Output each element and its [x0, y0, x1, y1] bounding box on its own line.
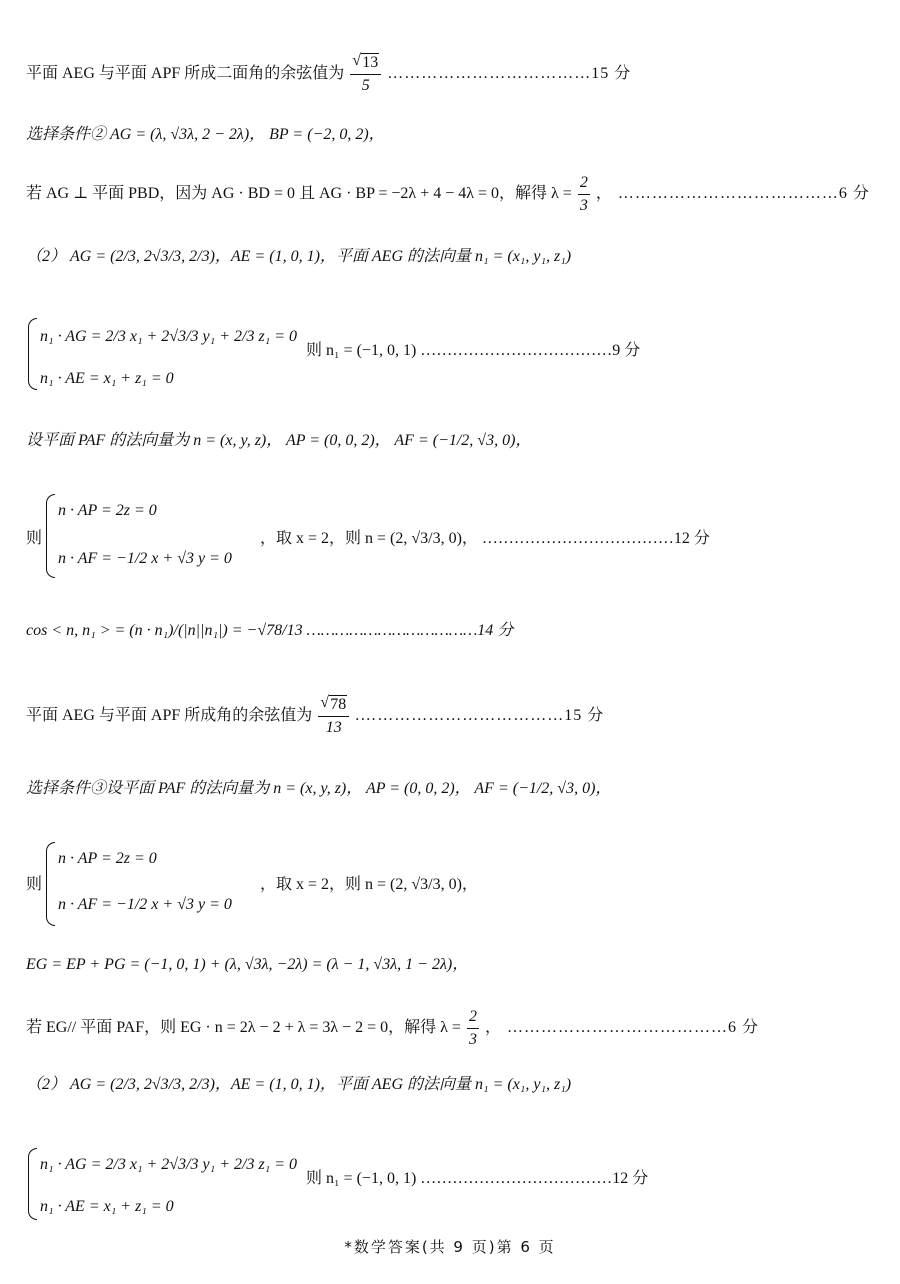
- system4-eq2: n₁ · AE = x₁ + z₁ = 0: [40, 1198, 174, 1215]
- system1-result: 则 n₁ = (−1, 0, 1) ………………………………9 分: [306, 342, 641, 359]
- l3-text: 若 AG ⊥ 平面 PBD，因为 AG · BD = 0 且 AG · BP = −2λ + 4 − 4λ = 0，解得 λ =: [26, 185, 572, 203]
- l3-fraction: [578, 172, 590, 217]
- line-perpendicular: [26, 172, 870, 217]
- l1-fraction: [350, 52, 381, 97]
- system4-result: 则 n₁ = (−1, 0, 1) ………………………………12 分: [306, 1170, 649, 1187]
- system2-eq2: n · AF = −1/2 x + √3 y = 0: [58, 550, 232, 567]
- l13-frac-den: 3: [468, 1031, 477, 1048]
- l1-den: 5: [361, 77, 370, 94]
- system2-result: ，取 x = 2，则 n = (2, √3/3, 0)， ………………………………12 分: [260, 530, 710, 547]
- l9-num: 78: [330, 696, 347, 713]
- system3-eq1: n · AP = 2z = 0: [58, 850, 157, 867]
- l9-text: 平面 AEG 与平面 APF 所成角的余弦值为: [26, 707, 313, 725]
- l13-fraction: [467, 1006, 479, 1051]
- l9-den: 13: [325, 719, 342, 736]
- line-part2-vectors-b: （2） AG = (2/3, 2√3/3, 2/3)，AE = (1, 0, 1)，平面 AEG 的法向量 n₁ = (x₁, y₁, z₁): [26, 1076, 572, 1093]
- l3-frac-den: 3: [579, 197, 588, 214]
- system4-eq1: n₁ · AG = 2/3 x₁ + 2√3/3 y₁ + 2/3 z₁ = 0: [40, 1156, 298, 1173]
- system1-eq1: n₁ · AG = 2/3 x₁ + 2√3/3 y₁ + 2/3 z₁ = 0: [40, 328, 298, 345]
- line-eg-vector: EG = EP + PG = (−1, 0, 1) + (λ, √3λ, −2λ) = (λ − 1, √3λ, 1 − 2λ)，: [26, 956, 469, 973]
- page-footer: *数学答案(共 9 页)第 6 页: [344, 1238, 556, 1256]
- l13-score: ， …………………………………6 分: [484, 1019, 759, 1037]
- line-part2-vectors: （2） AG = (2/3, 2√3/3, 2/3)，AE = (1, 0, 1)，平面 AEG 的法向量 n₁ = (x₁, y₁, z₁): [26, 248, 572, 265]
- l1-text: 平面 AEG 与平面 APF 所成二面角的余弦值为: [26, 65, 345, 83]
- line-parallel: [26, 1006, 759, 1051]
- l9-fraction: [318, 694, 349, 739]
- l13-text: 若 EG// 平面 PAF，则 EG · n = 2λ − 2 + λ = 3λ − 2 = 0，解得 λ =: [26, 1019, 461, 1037]
- system4-brace: [28, 1148, 37, 1220]
- system3-eq2: n · AF = −1/2 x + √3 y = 0: [58, 896, 232, 913]
- l1-score: ………………………………15 分: [387, 65, 632, 83]
- line-condition-3: 选择条件③设平面 PAF 的法向量为 n = (x, y, z)， AP = (0, 0, 2)， AF = (−1/2, √3, 0)，: [26, 780, 612, 797]
- system1-eq2: n₁ · AE = x₁ + z₁ = 0: [40, 370, 174, 387]
- line-cosine-dihedral: [26, 52, 631, 97]
- system3-brace: [46, 842, 55, 926]
- line-condition-2: 选择条件② AG = (λ, √3λ, 2 − 2λ)， BP = (−2, 0, 2)，: [26, 126, 385, 143]
- l3-frac-num: 2: [578, 172, 590, 195]
- l3-score: ， …………………………………6 分: [595, 185, 870, 203]
- system1-brace: [28, 318, 37, 390]
- l9-score: .………………………………15 分: [355, 707, 605, 725]
- l13-frac-num: 2: [467, 1006, 479, 1029]
- line-cosine-angle: cos < n, n₁ > = (n · n₁)/(|n||n₁|) = −√78/13 ………………………………14 分: [26, 622, 514, 639]
- system2-prefix: 则: [26, 530, 43, 547]
- line-plane-paf-normal: 设平面 PAF 的法向量为 n = (x, y, z)， AP = (0, 0, 2)， AF = (−1/2, √3, 0)，: [26, 432, 532, 449]
- system3-result: ，取 x = 2，则 n = (2, √3/3, 0)，: [260, 876, 478, 893]
- system3-prefix: 则: [26, 876, 43, 893]
- system2-eq1: n · AP = 2z = 0: [58, 502, 157, 519]
- system2-brace: [46, 494, 55, 578]
- l1-num: 13: [362, 54, 379, 71]
- line-cosine-planes: [26, 694, 604, 739]
